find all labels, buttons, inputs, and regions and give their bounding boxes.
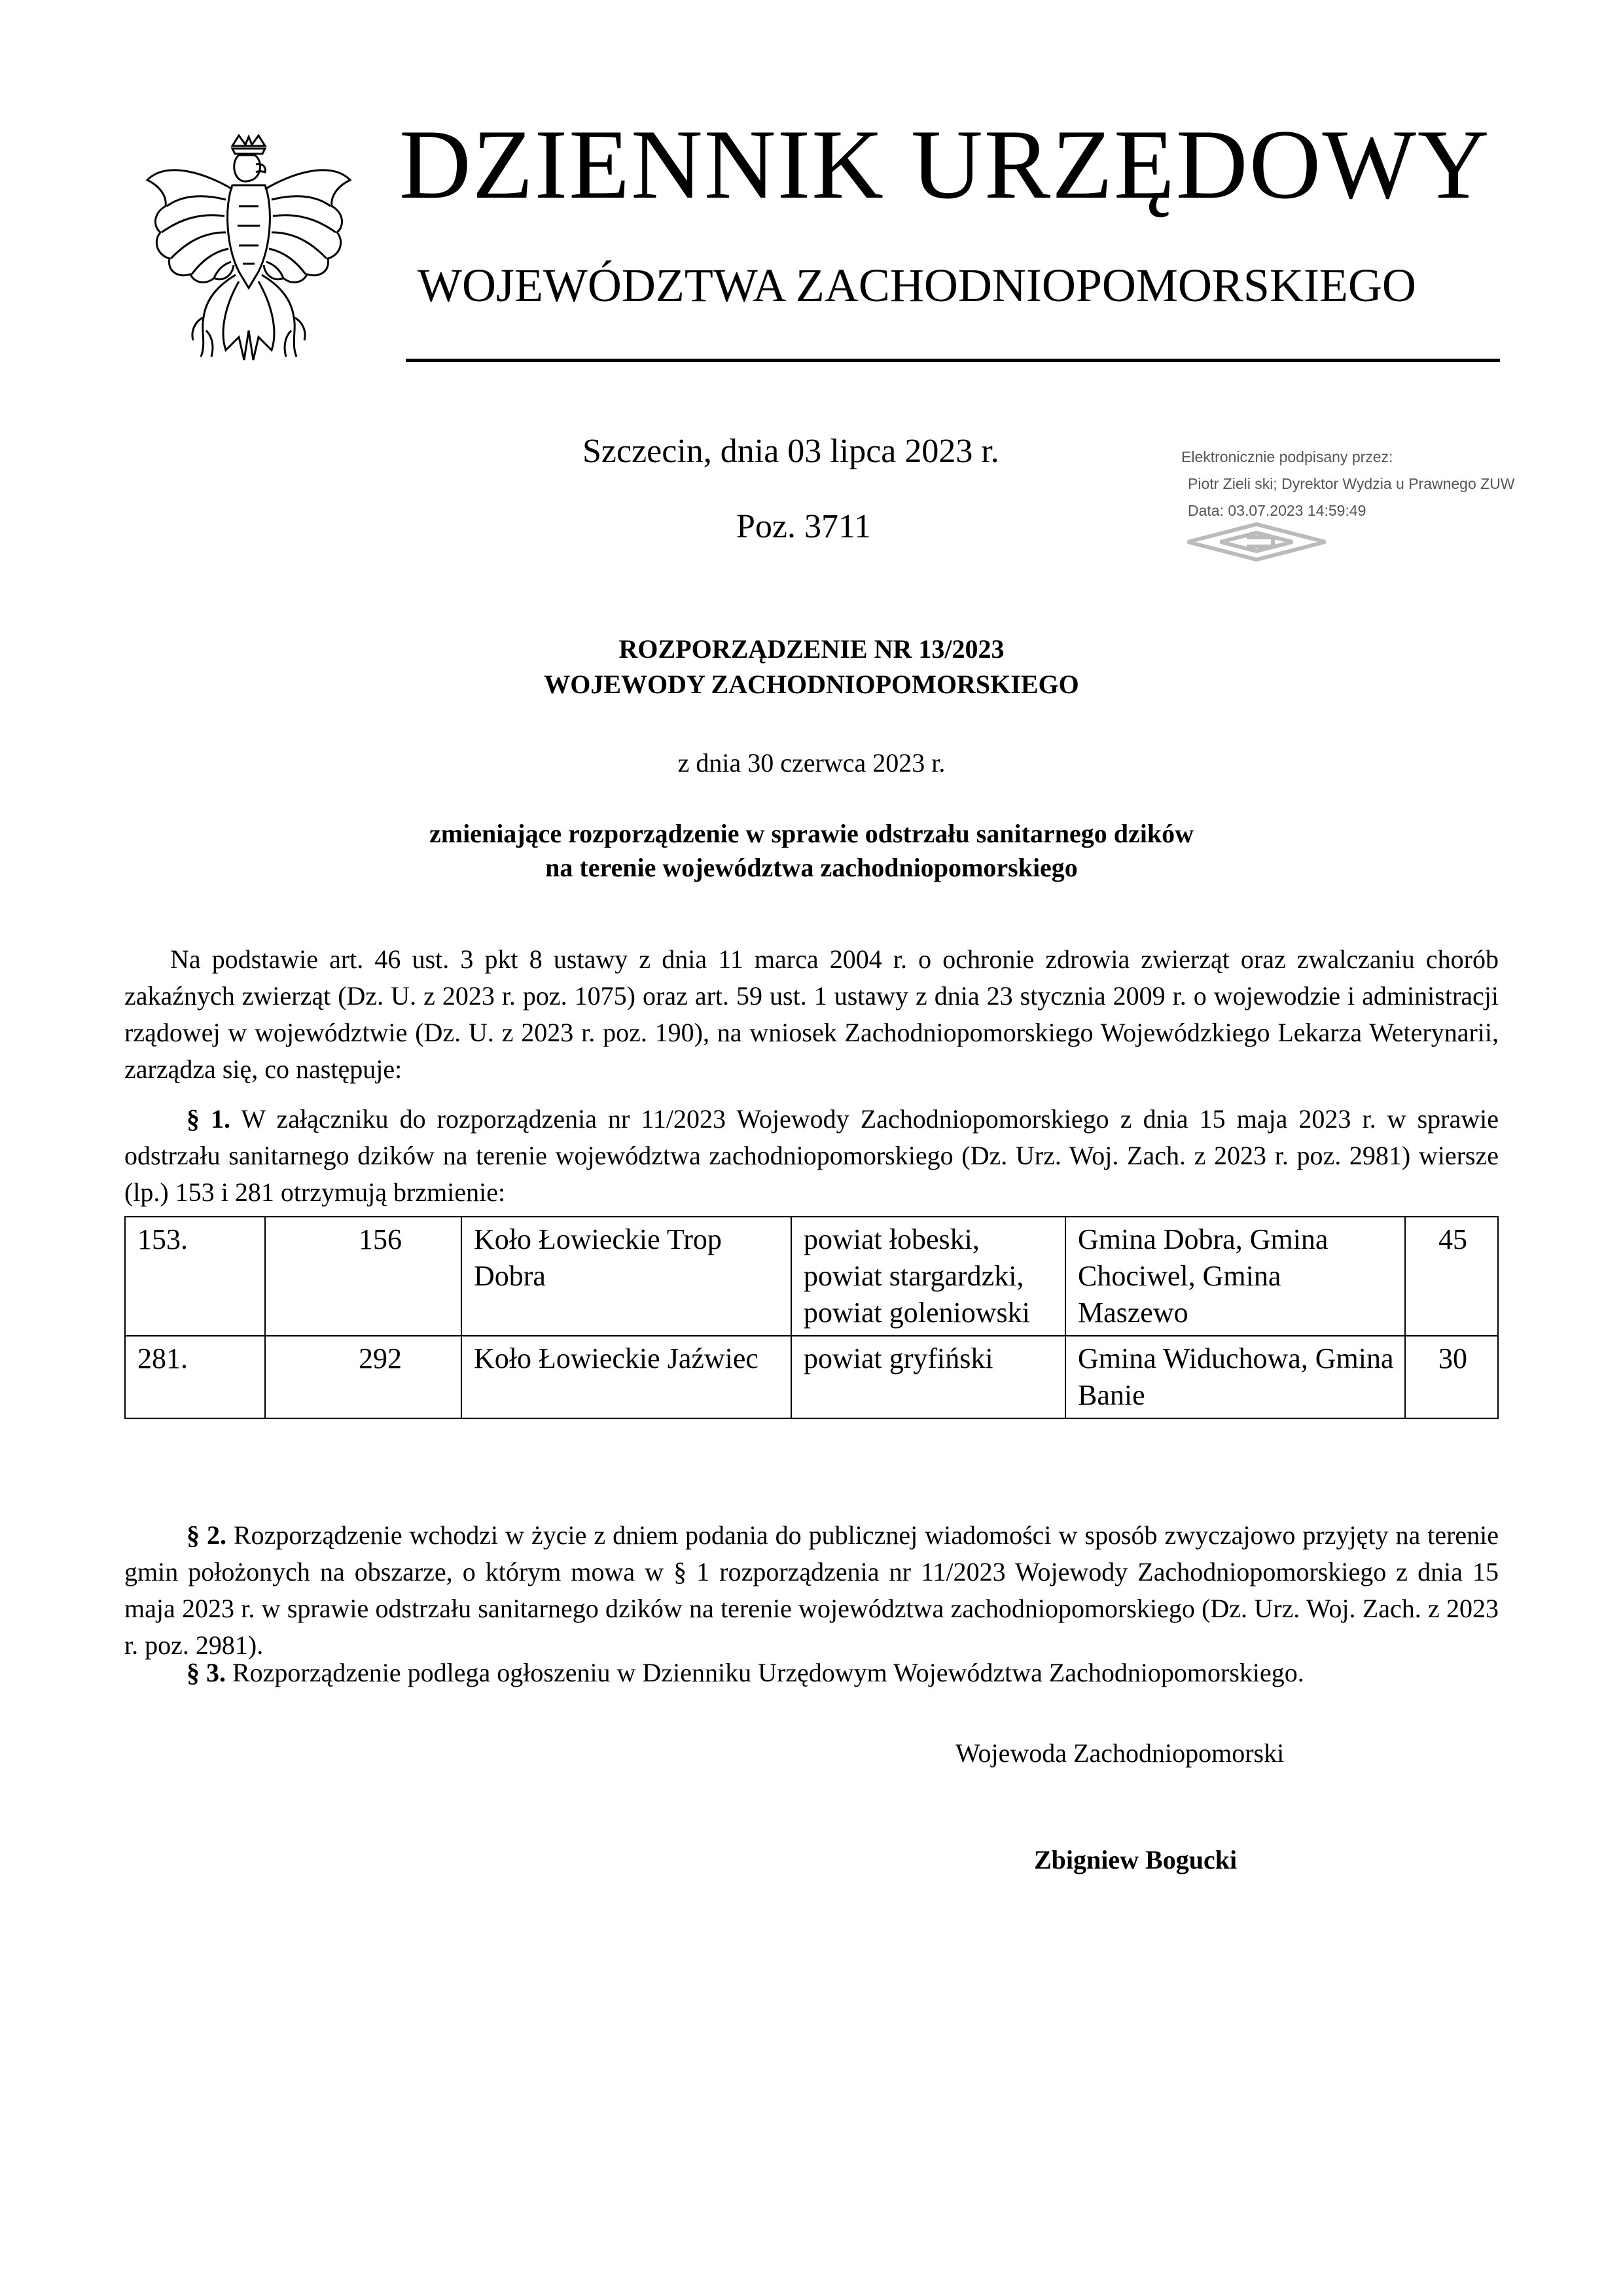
legal-basis-paragraph <box>124 941 1499 1088</box>
signature-line-2: Piotr Zieli ski; Dyrektor Wydzia u Prawnego ZUW <box>1188 475 1515 492</box>
section-1-label: § 1. <box>187 1104 231 1134</box>
regulation-date: z dnia 30 czerwca 2023 r. <box>677 748 946 778</box>
table-cell-number: 292 <box>265 1336 461 1418</box>
signer-title: Wojewoda Zachodniopomorski <box>955 1738 1285 1768</box>
header-divider <box>406 359 1500 362</box>
regulation-title-line-1: ROZPORZĄDZENIE NR 13/2023 <box>618 634 1005 664</box>
table-cell-club: Koło Łowieckie Jaźwiec <box>461 1336 791 1418</box>
signature-logo-icon <box>1181 520 1332 564</box>
section-2-text: Rozporządzenie wchodzi w życie z dniem podania do publicznej wiadomości w sposób zwyczajowo przyjęty na terenie gmin położonych na obszarze, o którym mowa w § 1 rozporządzenia nr 11/2023 Wojewody Zachodniopomorskiego z dnia 15 maja 2023 r. w sprawie odstrzału sanitarnego dzików na terenie województwa zachodniopomorskiego (Dz. Urz. Woj. Zach. z 2023 r. poz. 2981). <box>124 1520 1499 1660</box>
journal-title: DZIENNIK URZĘDOWY <box>399 109 1491 219</box>
regulation-subject-line-2: na terenie województwa zachodniopomorskiego <box>545 853 1078 882</box>
journal-subtitle: WOJEWÓDZTWA ZACHODNIOPOMORSKIEGO <box>418 259 1416 312</box>
regulation-title-line-2: WOJEWODY ZACHODNIOPOMORSKIEGO <box>544 670 1079 699</box>
section-3-label: § 3. <box>187 1658 226 1687</box>
regulation-subject-line-1: zmieniające rozporządzenie w sprawie odstrzału sanitarnego dzików <box>429 819 1194 848</box>
section-2-label: § 2. <box>187 1520 226 1550</box>
table-row <box>125 1217 1498 1336</box>
table-cell-lp: 153. <box>125 1217 265 1336</box>
hunting-table <box>124 1216 1499 1419</box>
section-3 <box>124 1655 1499 1691</box>
table-row <box>125 1336 1498 1418</box>
table-cell-number: 156 <box>265 1217 461 1336</box>
signature-line-1: Elektronicznie podpisany przez: <box>1181 448 1393 465</box>
signature-line-3: Data: 03.07.2023 14:59:49 <box>1188 502 1366 519</box>
table-cell-club: Koło Łowieckie Trop Dobra <box>461 1217 791 1336</box>
table-cell-county: powiat gryfiński <box>791 1336 1065 1418</box>
table-cell-lp: 281. <box>125 1336 265 1418</box>
eagle-emblem-icon <box>141 134 357 383</box>
table-cell-count: 30 <box>1405 1336 1498 1418</box>
table-cell-county: powiat łobeski, powiat stargardzki, powiat goleniowski <box>791 1217 1065 1336</box>
section-1 <box>124 1101 1499 1211</box>
publication-date: Szczecin, dnia 03 lipca 2023 r. <box>582 433 999 470</box>
electronic-signature <box>1181 444 1600 524</box>
signer-name: Zbigniew Bogucki <box>1034 1845 1238 1874</box>
table-cell-count: 45 <box>1405 1217 1498 1336</box>
table-cell-gmina: Gmina Dobra, Gmina Chociwel, Gmina Maszewo <box>1065 1217 1405 1336</box>
legal-basis-text: Na podstawie art. 46 ust. 3 pkt 8 ustawy z dnia 11 marca 2004 r. o ochronie zdrowia zwierząt oraz zwalczaniu chorób zakaźnych zwierząt (Dz. U. z 2023 r. poz. 1075) oraz art. 59 ust. 1 ustawy z dnia 23 stycznia 2009 r. o wojewodzie i administracji rządowej w województwie (Dz. U. z 2023 r. poz. 190), na wniosek Zachodniopomorskiego Wojewódzkiego Lekarza Weterynarii, zarządza się, co następuje: <box>124 944 1499 1084</box>
section-1-text: W załączniku do rozporządzenia nr 11/2023 Wojewody Zachodniopomorskiego z dnia 15 maja 2023 r. w sprawie odstrzału sanitarnego dzików na terenie województwa zachodniopomorskiego (Dz. Urz. Woj. Zach. z 2023 r. poz. 2981) wiersze (lp.) 153 i 281 otrzymują brzmienie: <box>124 1104 1499 1207</box>
section-2 <box>124 1517 1499 1664</box>
table-cell-gmina: Gmina Widuchowa, Gmina Banie <box>1065 1336 1405 1418</box>
position-number: Poz. 3711 <box>736 508 872 545</box>
section-3-text: Rozporządzenie podlega ogłoszeniu w Dzienniku Urzędowym Województwa Zachodniopomorskiego. <box>226 1658 1304 1687</box>
